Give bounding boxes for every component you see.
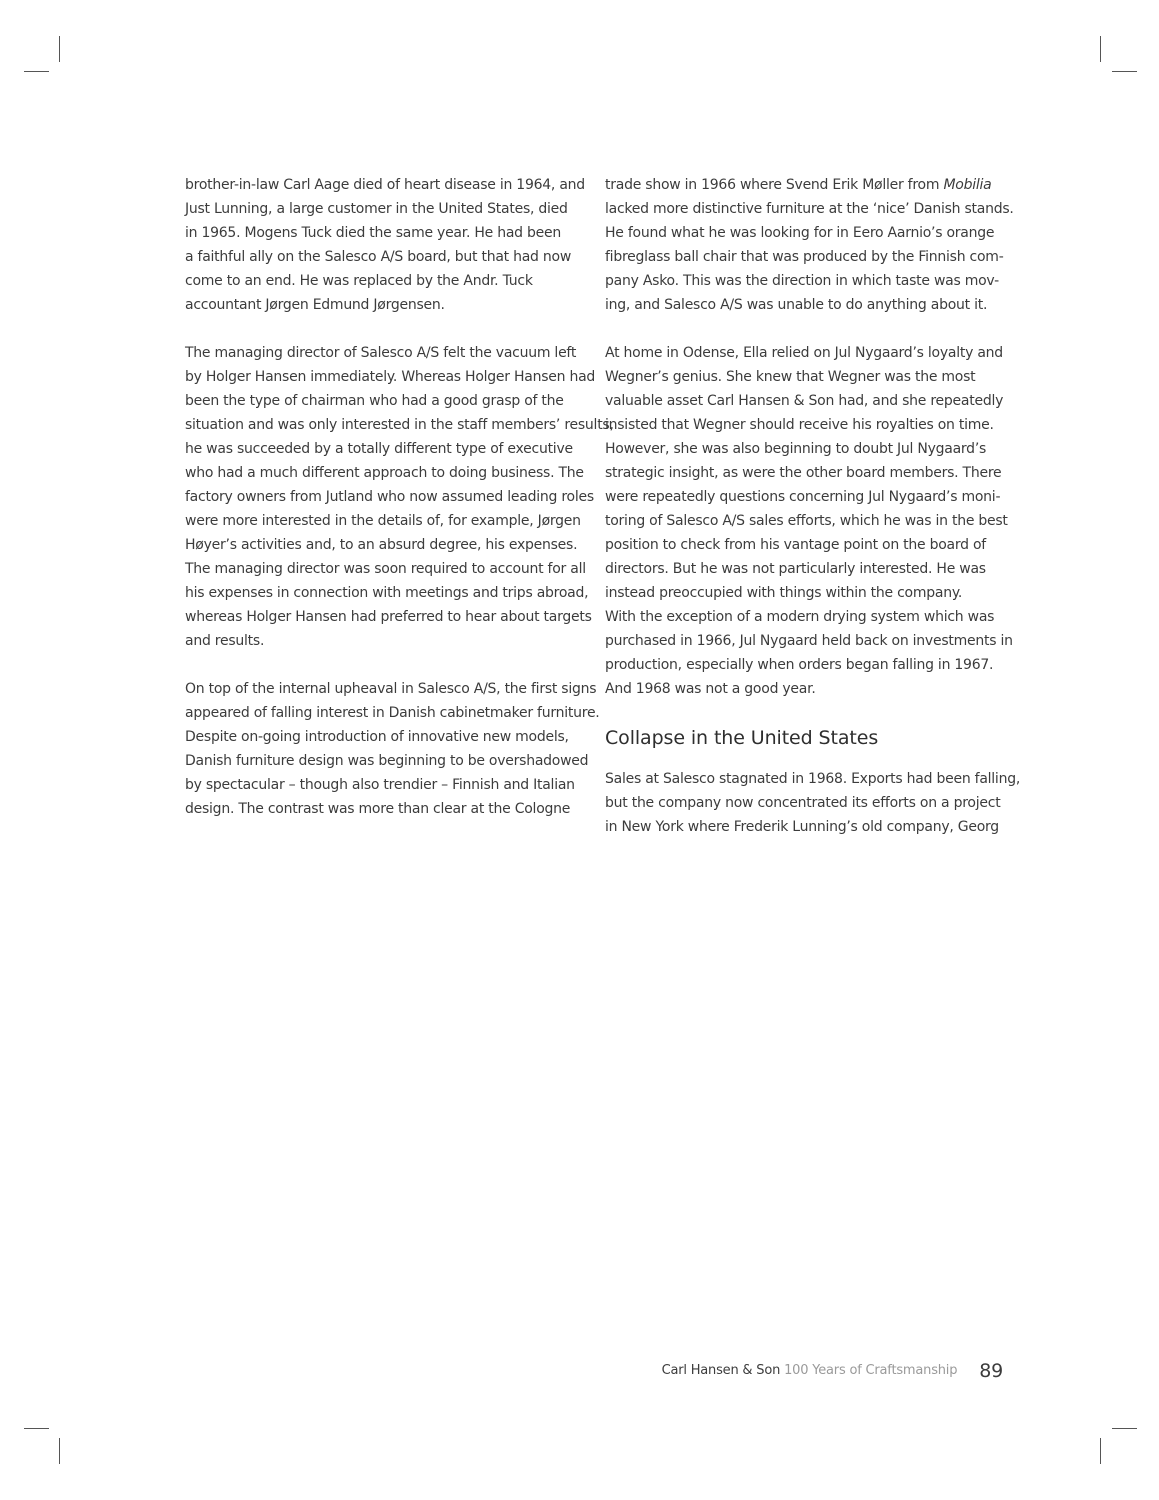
text-line: his expenses in connection with meetings and trips abroad, (185, 585, 589, 601)
paragraph (185, 173, 595, 317)
paragraph (185, 341, 614, 653)
text-line: accountant Jørgen Edmund Jørgensen. (185, 297, 445, 313)
text-line: and results. (185, 633, 265, 649)
text-line: situation and was only interested in the staff members’ results, (185, 417, 614, 433)
text-line: directors. But he was not particularly interested. He was (605, 561, 986, 577)
text-line: come to an end. He was replaced by the Andr. Tuck (185, 273, 533, 289)
text-line: purchased in 1966, Jul Nygaard held back on investments in (605, 633, 1013, 649)
text-line: design. The contrast was more than clear at the Cologne (185, 801, 571, 817)
text-line: On top of the internal upheaval in Salesco A/S, the first signs (185, 681, 597, 697)
publication-name: Mobilia (943, 177, 992, 193)
text-line: instead preoccupied with things within the company. (605, 585, 963, 601)
text-line: However, she was also beginning to doubt Jul Nygaard’s (605, 441, 987, 457)
text-line: factory owners from Jutland who now assumed leading roles (185, 489, 594, 505)
text-line: were more interested in the details of, for example, Jørgen (185, 513, 581, 529)
text-line: Høyer’s activities and, to an absurd degree, his expenses. (185, 537, 578, 553)
paragraph (605, 173, 1014, 317)
crop-mark-bottom-right-horizontal (1112, 1428, 1137, 1429)
text-line: brother-in-law Carl Aage died of heart disease in 1964, and (185, 177, 585, 193)
left-column (185, 173, 614, 821)
crop-mark-bottom-left-vertical (59, 1438, 60, 1464)
text-line: toring of Salesco A/S sales efforts, which he was in the best (605, 513, 1008, 529)
crop-mark-top-left-vertical (59, 36, 60, 62)
text-line: he was succeeded by a totally different type of executive (185, 441, 573, 457)
paragraph (605, 341, 1013, 701)
crop-mark-top-right-horizontal (1112, 71, 1137, 72)
text-line: The managing director of Salesco A/S felt the vacuum left (185, 345, 577, 361)
text-line: At home in Odense, Ella relied on Jul Nygaard’s loyalty and (605, 345, 1003, 361)
text-line: valuable asset Carl Hansen & Son had, and she repeatedly (605, 393, 1004, 409)
footer-book-title: 100 Years of Craftsmanship (784, 1363, 958, 1378)
text-line: but the company now concentrated its efforts on a project (605, 794, 1001, 811)
text-line: were repeatedly questions concerning Jul Nygaard’s moni- (605, 489, 1001, 505)
text-line: Danish furniture design was beginning to be overshadowed (185, 753, 589, 769)
page-number: 89 (979, 1360, 1003, 1382)
text-line: Despite on-going introduction of innovative new models, (185, 729, 569, 745)
footer-publisher: Carl Hansen & Son (661, 1363, 781, 1378)
text-line: in New York where Frederik Lunning’s old company, Georg (605, 818, 999, 835)
paragraph (185, 677, 600, 821)
crop-mark-top-left-horizontal (24, 71, 49, 72)
text-line: The managing director was soon required to account for all (185, 561, 586, 577)
crop-mark-top-right-vertical (1100, 36, 1101, 62)
text-line: And 1968 was not a good year. (605, 681, 816, 697)
text-line: pany Asko. This was the direction in which taste was mov- (605, 273, 999, 289)
text-segment: trade show in 1966 where Svend Erik Møller from (605, 177, 944, 193)
right-column (605, 173, 1021, 839)
crop-mark-bottom-left-horizontal (24, 1428, 49, 1429)
paragraph (605, 767, 1021, 839)
text-line: been the type of chairman who had a good grasp of the (185, 393, 564, 409)
section-heading: Collapse in the United States (605, 727, 879, 749)
text-line: With the exception of a modern drying system which was (605, 609, 995, 625)
text-line: Wegner’s genius. She knew that Wegner was the most (605, 369, 976, 385)
text-line: ing, and Salesco A/S was unable to do anything about it. (605, 297, 988, 313)
text-line: who had a much different approach to doing business. The (185, 465, 584, 481)
text-line: appeared of falling interest in Danish cabinetmaker furniture. (185, 705, 600, 721)
text-line: lacked more distinctive furniture at the ‘nice’ Danish stands. (605, 201, 1014, 217)
text-line: Just Lunning, a large customer in the United States, died (185, 201, 568, 217)
text-line: fibreglass ball chair that was produced by the Finnish com- (605, 249, 1004, 265)
text-line: He found what he was looking for in Eero Aarnio’s orange (605, 225, 995, 241)
text-line: production, especially when orders began falling in 1967. (605, 657, 994, 673)
text-line: strategic insight, as were the other board members. There (605, 465, 1002, 481)
text-line: by Holger Hansen immediately. Whereas Holger Hansen had (185, 369, 596, 385)
page-footer (662, 1357, 1003, 1385)
text-line: in 1965. Mogens Tuck died the same year. He had been (185, 225, 561, 241)
crop-mark-bottom-right-vertical (1100, 1438, 1101, 1464)
text-line (605, 173, 1010, 197)
text-line: by spectacular – though also trendier – Finnish and Italian (185, 777, 575, 793)
text-line: a faithful ally on the Salesco A/S board, but that had now (185, 249, 572, 265)
text-line: whereas Holger Hansen had preferred to hear about targets (185, 609, 592, 625)
text-line: Sales at Salesco stagnated in 1968. Exports had been falling, (605, 770, 1021, 787)
text-line: insisted that Wegner should receive his royalties on time. (605, 417, 994, 433)
text-line: position to check from his vantage point on the board of (605, 537, 986, 553)
